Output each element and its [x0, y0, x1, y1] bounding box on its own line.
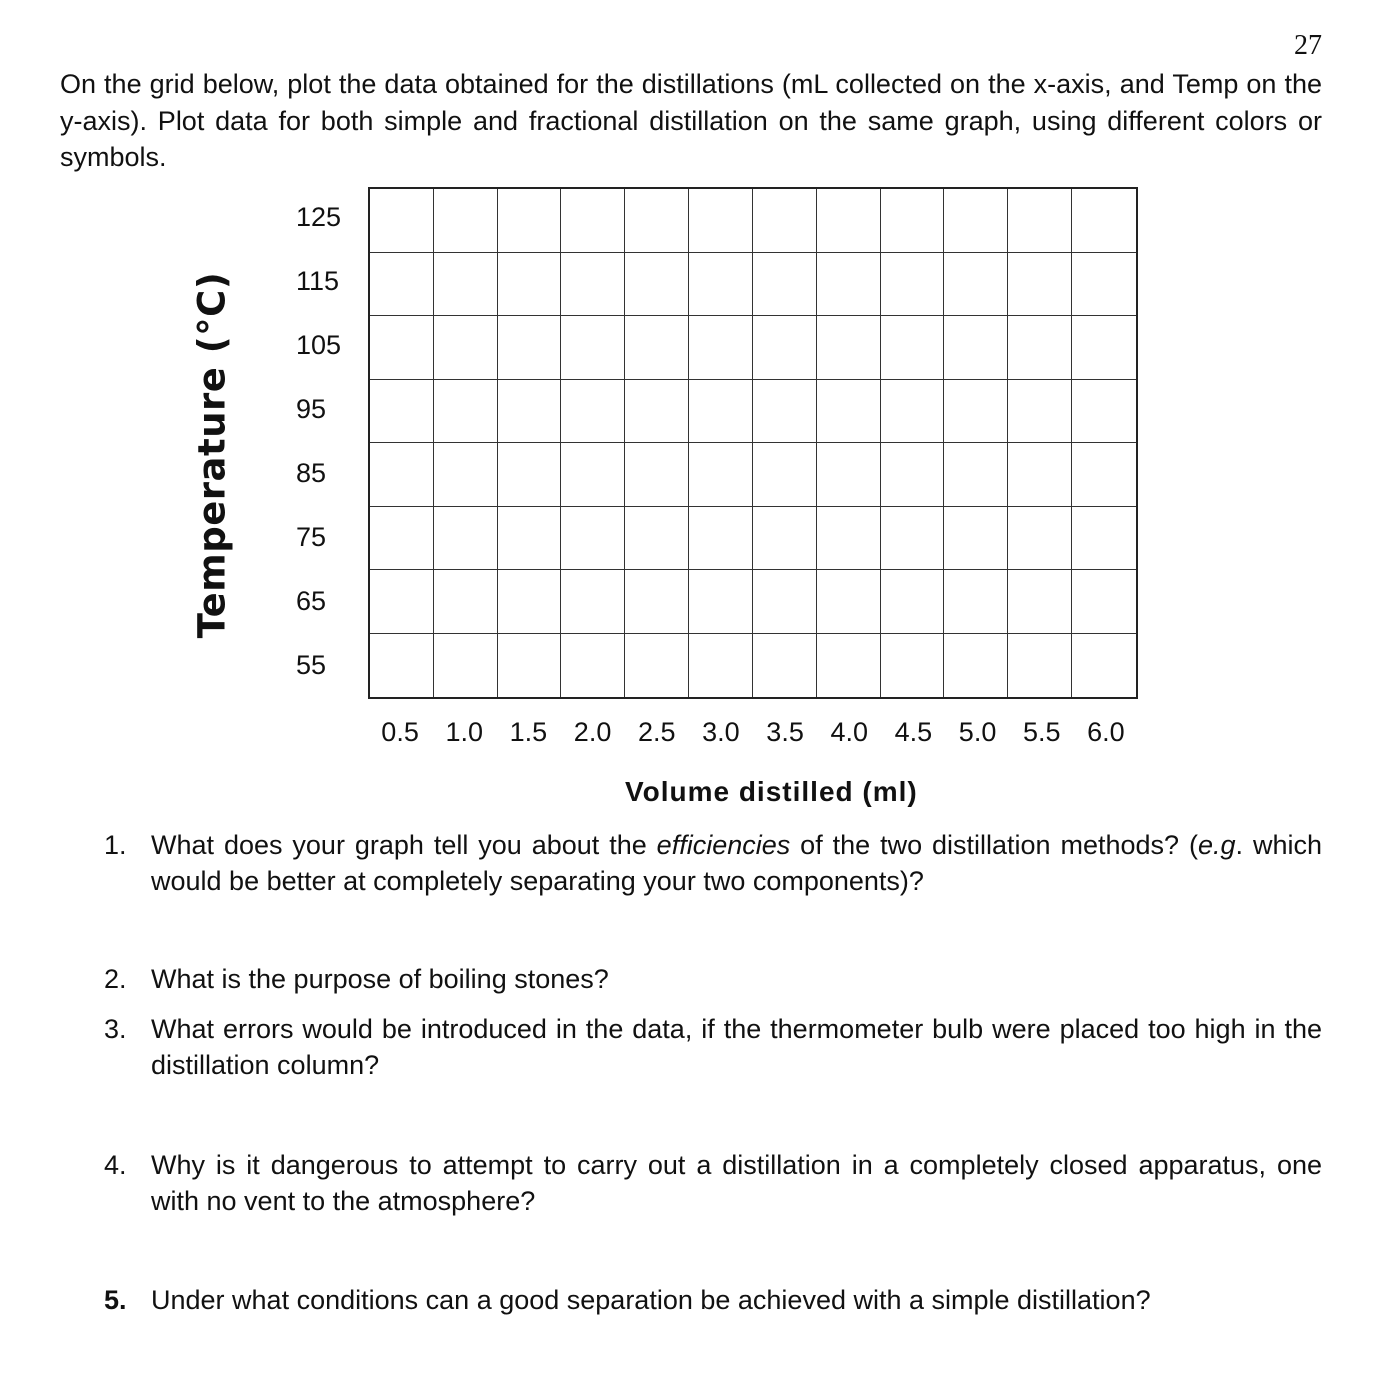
question-number: 4.	[104, 1150, 127, 1180]
plot-grid	[368, 187, 1138, 699]
grid-cell	[434, 507, 498, 571]
question-text	[151, 827, 1322, 899]
grid-cell	[561, 507, 625, 571]
grid-cell	[370, 443, 434, 507]
question-number: 3.	[104, 1014, 127, 1044]
y-tick-label: 55	[296, 650, 327, 680]
grid-cell	[434, 443, 498, 507]
emphasis-eg: e.g	[1197, 830, 1236, 860]
x-tick-label: 1.0	[445, 717, 484, 747]
grid-cell	[944, 443, 1008, 507]
grid-cell	[370, 316, 434, 380]
grid-cell	[1072, 253, 1136, 317]
x-tick-label: 0.5	[381, 717, 419, 747]
question-text: What is the purpose of boiling stones?	[151, 964, 609, 994]
grid-cell	[689, 253, 753, 317]
grid-cell	[817, 316, 881, 380]
grid-cell	[689, 570, 753, 634]
grid-cell	[370, 189, 434, 253]
question-number: 5.	[104, 1285, 127, 1315]
x-tick-label: 3.0	[702, 717, 740, 747]
grid-cell	[881, 380, 945, 444]
grid-cell	[1072, 507, 1136, 571]
grid-cell	[753, 316, 817, 380]
question-text: Why is it dangerous to attempt to carry out a distillation in a completely closed apparatus, one with no vent to the atmosphere?	[151, 1150, 1322, 1216]
grid-cell	[1072, 443, 1136, 507]
grid-cell	[625, 316, 689, 380]
x-tick-label: 6.0	[1087, 717, 1125, 747]
y-tick-label: 105	[296, 330, 342, 360]
grid-cell	[561, 634, 625, 698]
grid-cell	[1008, 634, 1072, 698]
question-text-part: What does your graph tell you about the	[151, 830, 657, 860]
x-tick-label: 4.0	[830, 717, 869, 747]
grid-cell	[434, 634, 498, 698]
grid-cell	[689, 634, 753, 698]
grid-cell	[753, 253, 817, 317]
grid-cell	[1008, 570, 1072, 634]
x-tick-label: 3.5	[766, 717, 804, 747]
grid-cell	[881, 189, 945, 253]
grid-cell	[689, 380, 753, 444]
x-tick-label: 1.5	[509, 717, 548, 747]
grid-cell	[561, 189, 625, 253]
grid-cell	[1072, 570, 1136, 634]
grid-cell	[625, 189, 689, 253]
grid-cell	[370, 380, 434, 444]
x-tick-label: 5.5	[1022, 717, 1061, 747]
x-tick-label: 2.5	[637, 717, 676, 747]
question-number: 1.	[104, 830, 127, 860]
question-5	[104, 1282, 1322, 1318]
grid-cell	[817, 634, 881, 698]
grid-cell	[434, 316, 498, 380]
grid-cell	[1072, 380, 1136, 444]
grid-cell	[881, 634, 945, 698]
grid-cell	[370, 570, 434, 634]
grid-cell	[561, 316, 625, 380]
grid-cell	[881, 316, 945, 380]
grid-cell	[689, 316, 753, 380]
x-tick-label: 2.0	[573, 717, 612, 747]
emphasis-efficiencies: efficiencies	[656, 830, 791, 860]
grid-cell	[625, 570, 689, 634]
grid-cell	[944, 253, 1008, 317]
grid-cell	[498, 316, 562, 380]
question-4	[104, 1147, 1322, 1219]
intro-paragraph: On the grid below, plot the data obtained for the distillations (mL collected on the x-axis, and Temp on the y-axis). Plot data for both simple and fractional distillation on the same graph, using different colors or symbols.	[60, 69, 1322, 172]
grid-cell	[625, 634, 689, 698]
grid-cell	[561, 253, 625, 317]
x-tick-label: 4.5	[894, 717, 933, 747]
grid-cell	[881, 507, 945, 571]
x-tick-label: 5.0	[958, 717, 997, 747]
grid-cell	[944, 189, 1008, 253]
grid-cell	[817, 507, 881, 571]
grid-cell	[944, 570, 1008, 634]
question-text-part: of the two distillation methods? (	[790, 830, 1198, 860]
grid-cell	[817, 570, 881, 634]
grid-cell	[817, 189, 881, 253]
grid-cell	[1072, 189, 1136, 253]
x-axis-label: Volume distilled (ml)	[625, 776, 918, 807]
grid-cell	[625, 380, 689, 444]
question-number: 2.	[104, 964, 127, 994]
grid-cell	[498, 380, 562, 444]
grid-cell	[944, 316, 1008, 380]
grid-cell	[817, 443, 881, 507]
grid-cell	[881, 253, 945, 317]
question-text-part: . which would be better at completely separating your two components)?	[151, 830, 1322, 896]
grid-cell	[753, 507, 817, 571]
grid-cell	[881, 570, 945, 634]
grid-cell	[561, 570, 625, 634]
grid-cell	[625, 443, 689, 507]
grid-cell	[753, 189, 817, 253]
grid-cell	[370, 507, 434, 571]
grid-cell	[498, 570, 562, 634]
grid-cell	[689, 189, 753, 253]
grid-cell	[370, 253, 434, 317]
grid-cell	[689, 443, 753, 507]
grid-cell	[498, 253, 562, 317]
y-tick-label: 65	[296, 586, 327, 616]
grid-cell	[625, 507, 689, 571]
grid-cell	[625, 253, 689, 317]
grid-cell	[1008, 253, 1072, 317]
grid-cell	[1072, 316, 1136, 380]
y-tick-label: 125	[296, 202, 342, 232]
grid-cell	[944, 380, 1008, 444]
grid-cell	[944, 507, 1008, 571]
grid-cell	[944, 634, 1008, 698]
grid-cell	[753, 634, 817, 698]
y-tick-label: 85	[296, 458, 327, 488]
y-axis-label: Temperature (°C)	[190, 271, 234, 639]
grid-cell	[881, 443, 945, 507]
grid-cell	[498, 189, 562, 253]
grid-cell	[1008, 443, 1072, 507]
grid-cell	[753, 570, 817, 634]
grid-cell	[561, 443, 625, 507]
question-text: What errors would be introduced in the data, if the thermometer bulb were placed too high in the distillation column?	[151, 1014, 1322, 1080]
grid-cell	[817, 380, 881, 444]
grid-cell	[1008, 189, 1072, 253]
y-tick-label: 75	[296, 522, 327, 552]
grid-cell	[1008, 316, 1072, 380]
question-2	[104, 961, 1322, 997]
grid-cell	[689, 507, 753, 571]
grid-cell	[434, 253, 498, 317]
grid-cell	[1008, 507, 1072, 571]
grid-cell	[498, 443, 562, 507]
grid-cell	[1008, 380, 1072, 444]
grid-cell	[561, 380, 625, 444]
grid-cell	[498, 634, 562, 698]
question-1	[104, 827, 1322, 899]
question-3	[104, 1011, 1322, 1083]
grid-cell	[434, 189, 498, 253]
grid-cell	[434, 380, 498, 444]
question-text: Under what conditions can a good separation be achieved with a simple distillation?	[151, 1285, 1151, 1315]
y-tick-label: 95	[296, 394, 327, 424]
grid-cell	[370, 634, 434, 698]
grid-cell	[753, 380, 817, 444]
grid-cell	[817, 253, 881, 317]
y-tick-label: 115	[296, 266, 340, 296]
grid-cell	[498, 507, 562, 571]
grid-cell	[434, 570, 498, 634]
grid-cell	[1072, 634, 1136, 698]
grid-cell	[753, 443, 817, 507]
page-number: 27	[1294, 30, 1322, 61]
